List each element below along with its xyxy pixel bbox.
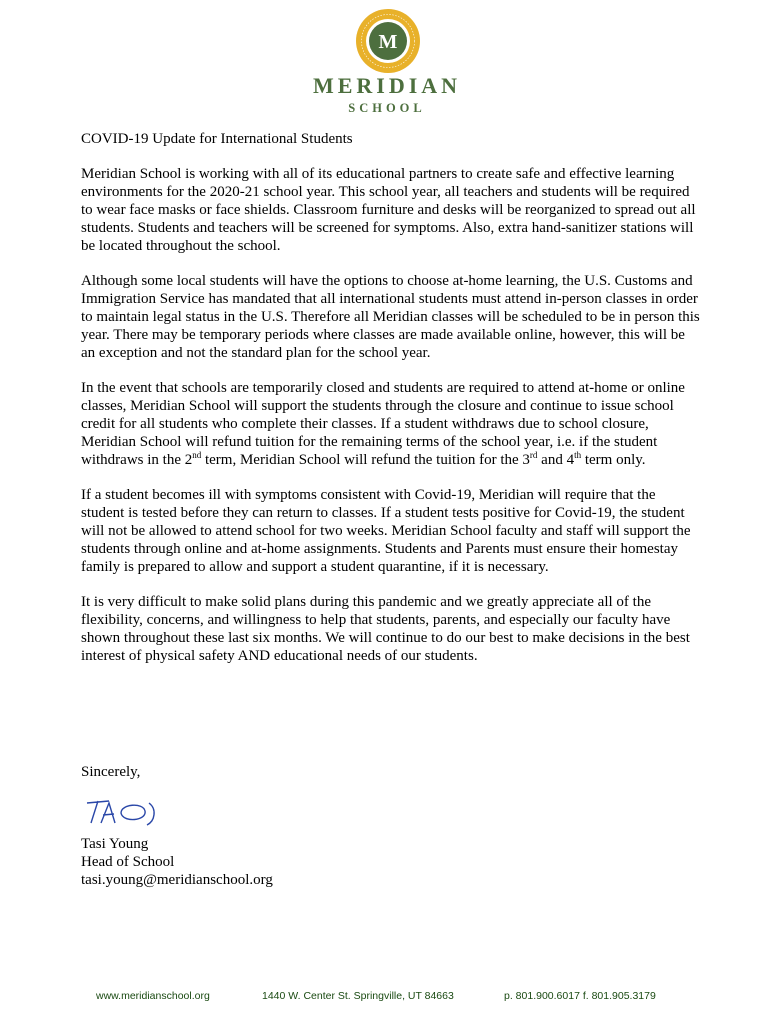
footer-website[interactable]: www.meridianschool.org [96, 990, 210, 1002]
school-seal-logo [355, 8, 421, 74]
signer-email[interactable]: tasi.young@meridianschool.org [81, 872, 273, 888]
letterhead [0, 0, 774, 120]
paragraph-appreciation: It is very difficult to make solid plans during this pandemic and we greatly appreciate all of the flexibility, concerns, and willingness to help that students, parents, and especially our faculty have shown throughout these last six months. We will continue to do our best to make decisions in the best interest of physical safety AND educational needs of our students. [81, 594, 690, 664]
footer-phones: p. 801.900.6017 f. 801.905.3179 [504, 990, 656, 1002]
signer-title: Head of School [81, 854, 175, 870]
svg-text:M: M [378, 31, 398, 53]
paragraph-in-person: Although some local students will have the options to choose at-home learning, the U.S. Customs and Immigration Service has mandated that all international students must attend in-person classes in order to maintain legal status in the U.S. Therefore all Meridian classes will be scheduled to be in person this year. There may be temporary periods where classes are made available online, however, this will be an exception and not the standard plan for the school year. [81, 273, 700, 361]
footer-address: 1440 W. Center St. Springville, UT 84663 [262, 990, 454, 1002]
letter-body [81, 130, 701, 682]
paragraph-closure: In the event that schools are temporarily closed and students are required to attend at-home or online classes, Meridian School will support the students through the closure and continue to issue school credit for all students who complete their classes. If a student withdraws due to school closure, Meridian School will refund tuition for the remaining terms of the school year, i.e. if the student withdraws in the 2nd term, Meridian School will refund the tuition for the 3rd and 4th term only. [81, 380, 685, 468]
signer-block [81, 835, 273, 889]
letter-title: COVID-19 Update for International Students [81, 131, 353, 147]
school-subtitle: SCHOOL [348, 101, 426, 115]
school-name: MERIDIAN [312, 73, 462, 98]
signer-name: Tasi Young [81, 836, 149, 852]
paragraph-safety: Meridian School is working with all of its educational partners to create safe and effective learning environments for the 2020-21 school year. This school year, all teachers and students will be required to wear face masks or face shields. Classroom furniture and desks will be reorganized to spread out all students. Students and teachers will be screened for symptoms. Also, extra hand-sanitizer stations will be located throughout the school. [81, 166, 696, 254]
handwritten-signature [83, 793, 163, 831]
closing: Sincerely, [81, 764, 141, 780]
paragraph-illness: If a student becomes ill with symptoms consistent with Covid-19, Meridian will require that the student is tested before they can return to classes. If a student tests positive for Covid-19, the student will not be allowed to attend school for two weeks. Meridian School faculty and staff will support the students through online and at-home assignments. Students and Parents must ensure their homestay family is prepared to allow and support a student quarantine, if it is necessary. [81, 487, 691, 575]
